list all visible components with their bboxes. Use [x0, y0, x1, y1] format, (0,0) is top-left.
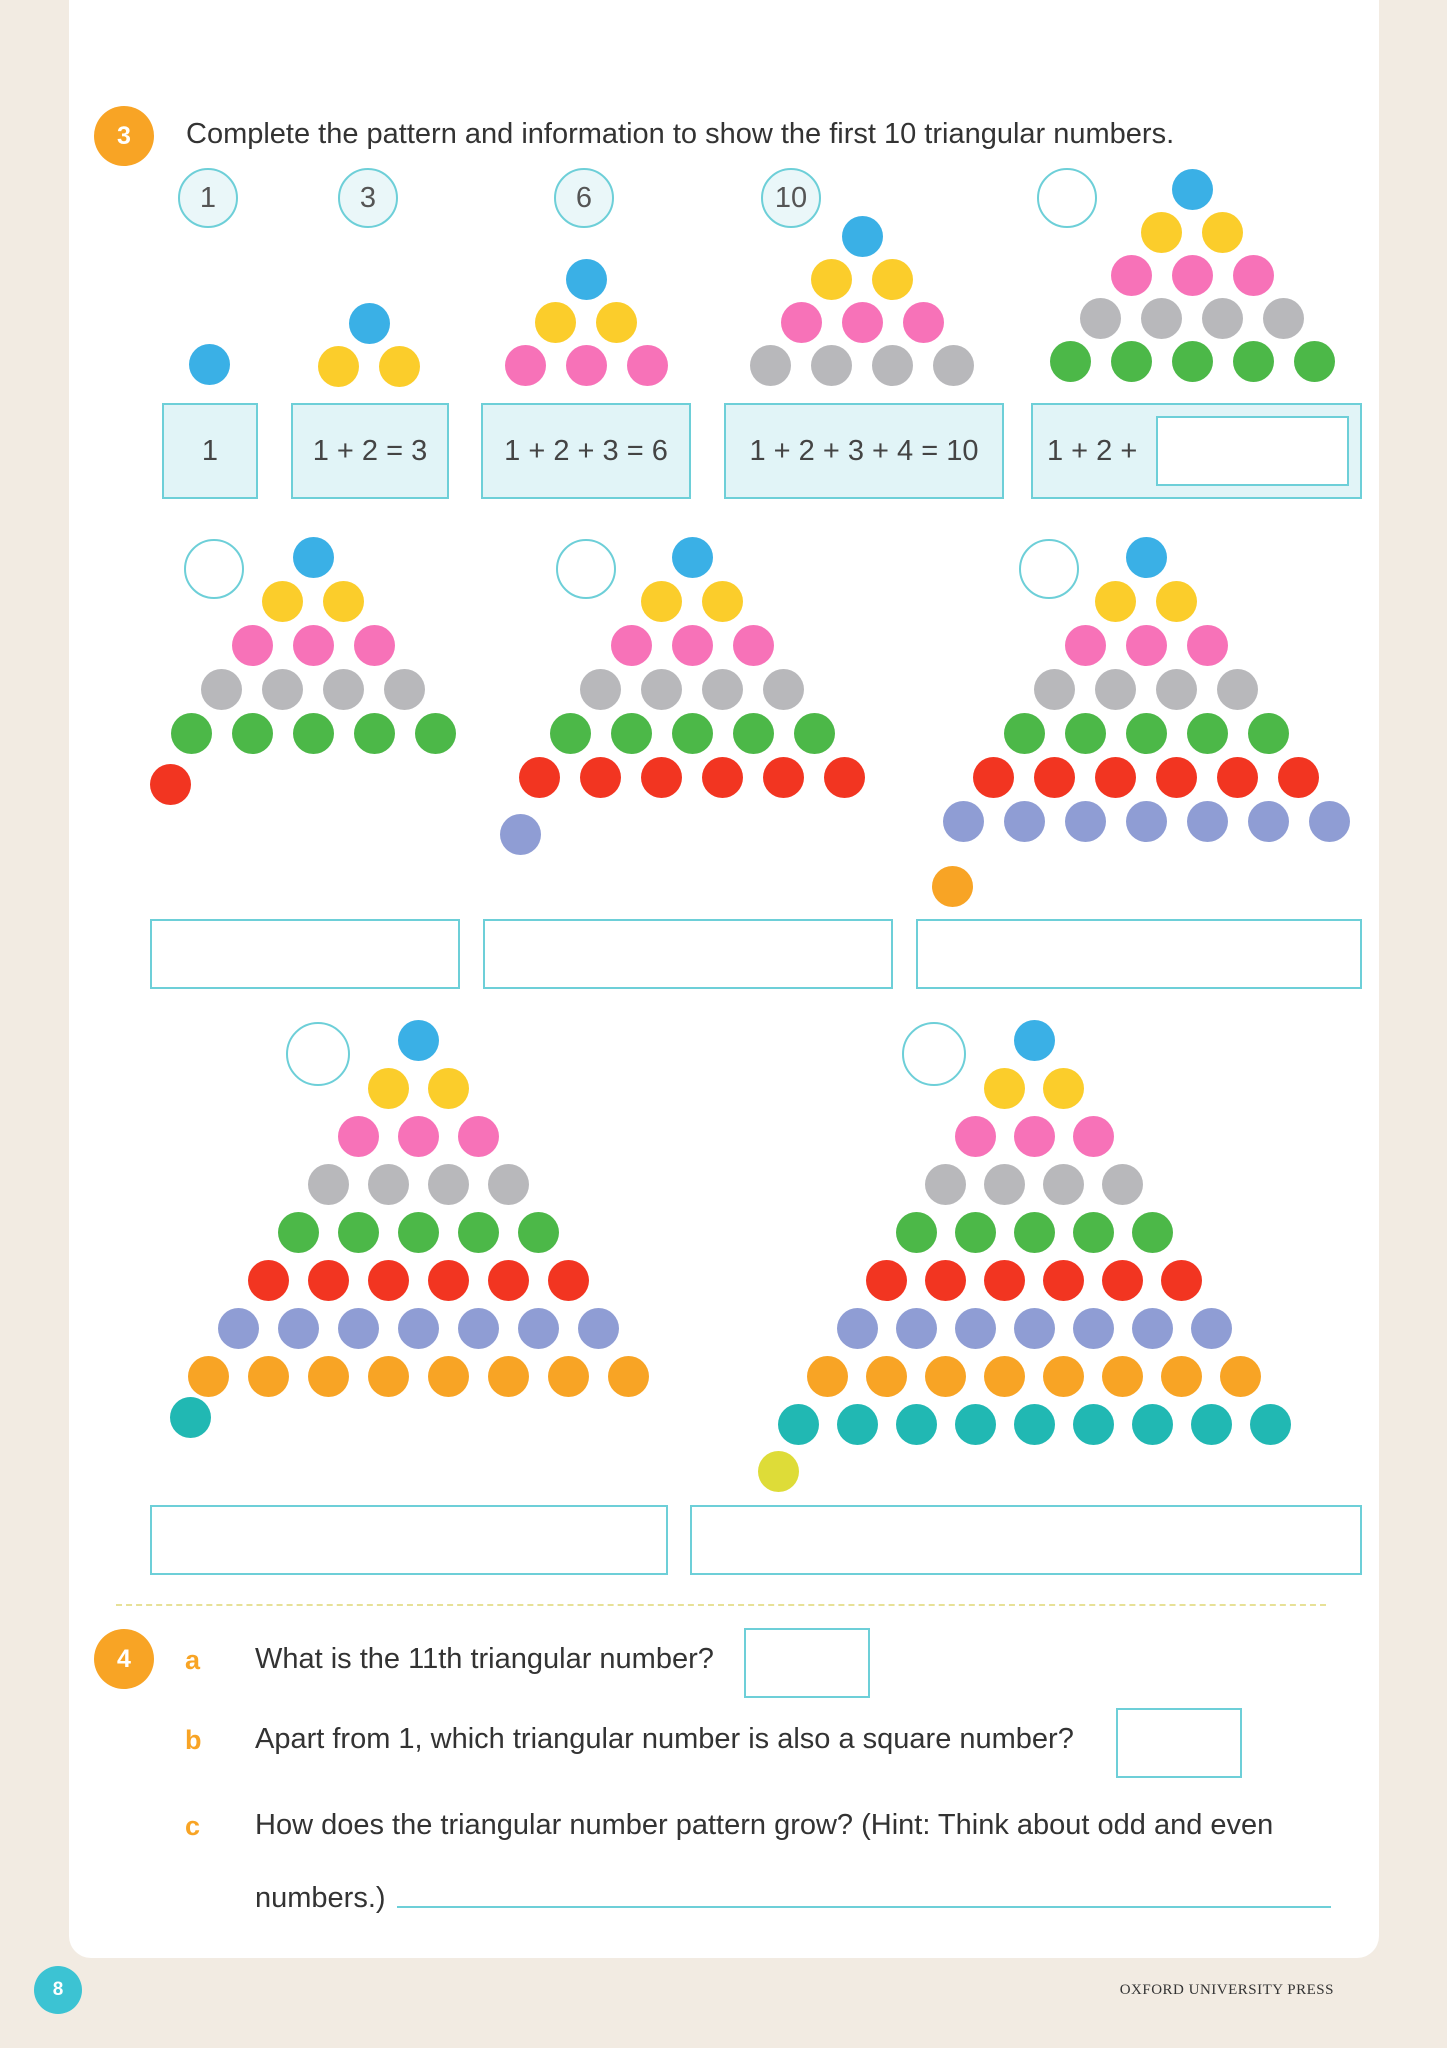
dot-pattern-8-row-6	[973, 757, 1014, 798]
dot-pattern-6-row-2	[262, 581, 303, 622]
dot-pattern-10-next-row-start	[758, 1451, 799, 1492]
section-divider	[116, 1604, 1326, 1606]
dot-pattern-5-row-5	[1050, 341, 1091, 382]
dot-pattern-5-row-4	[1141, 298, 1182, 339]
dot-pattern-8-row-6	[1156, 757, 1197, 798]
dot-pattern-8-row-3	[1065, 625, 1106, 666]
dot-pattern-7-row-2	[641, 581, 682, 622]
dot-pattern-8-row-4	[1156, 669, 1197, 710]
dot-pattern-10-row-6	[1161, 1260, 1202, 1301]
dot-pattern-8-row-6	[1095, 757, 1136, 798]
dot-pattern-7-row-6	[702, 757, 743, 798]
dot-pattern-8-row-5	[1004, 713, 1045, 754]
dot-pattern-8-row-4	[1095, 669, 1136, 710]
dot-pattern-10-row-3	[1073, 1116, 1114, 1157]
dot-pattern-10-row-8	[925, 1356, 966, 1397]
dot-pattern-7-row-6	[641, 757, 682, 798]
dot-pattern-10-row-9	[1132, 1404, 1173, 1445]
dot-pattern-4-row-4	[750, 345, 791, 386]
dot-pattern-9-row-8	[548, 1356, 589, 1397]
dot-pattern-8-row-3	[1126, 625, 1167, 666]
dot-pattern-10-row-6	[984, 1260, 1025, 1301]
dot-pattern-5-row-3	[1172, 255, 1213, 296]
dot-pattern-10-row-9	[1191, 1404, 1232, 1445]
page-number: 8	[34, 1966, 82, 2014]
question-4a-letter: a	[185, 1645, 201, 1675]
dot-pattern-8-row-5	[1248, 713, 1289, 754]
dot-pattern-6-row-4	[323, 669, 364, 710]
question-4b-answer-box[interactable]	[1116, 1708, 1242, 1778]
dot-pattern-5-row-3	[1233, 255, 1274, 296]
dot-pattern-9-row-5	[338, 1212, 379, 1253]
dot-pattern-5-row-5	[1294, 341, 1335, 382]
dot-pattern-10-row-4	[984, 1164, 1025, 1205]
dot-pattern-10-row-9	[1073, 1404, 1114, 1445]
dot-pattern-10-row-7	[955, 1308, 996, 1349]
dot-pattern-10-row-9	[896, 1404, 937, 1445]
dot-pattern-10-row-4	[1102, 1164, 1143, 1205]
dot-pattern-9-row-8	[188, 1356, 229, 1397]
dot-pattern-8-row-7	[1248, 801, 1289, 842]
dot-pattern-1-row-1	[189, 344, 230, 385]
dot-pattern-7-row-5	[550, 713, 591, 754]
dot-pattern-6-row-3	[354, 625, 395, 666]
dot-pattern-8-row-2	[1095, 581, 1136, 622]
dot-pattern-8-row-6	[1034, 757, 1075, 798]
dot-pattern-6-row-5	[171, 713, 212, 754]
dot-pattern-9-row-7	[218, 1308, 259, 1349]
dot-pattern-7-row-6	[824, 757, 865, 798]
dot-pattern-5-row-2	[1202, 212, 1243, 253]
dot-pattern-7-row-3	[733, 625, 774, 666]
dot-pattern-9-row-8	[308, 1356, 349, 1397]
dot-pattern-7-next-row-start	[500, 814, 541, 855]
dot-pattern-9-row-7	[458, 1308, 499, 1349]
dot-pattern-5-row-4	[1080, 298, 1121, 339]
dot-pattern-6-row-4	[201, 669, 242, 710]
question-4c-text-continued: numbers.)	[255, 1882, 386, 1914]
dot-pattern-4-row-2	[811, 259, 852, 300]
dot-pattern-7-row-4	[580, 669, 621, 710]
dot-pattern-9-row-7	[518, 1308, 559, 1349]
question-4a-answer-box[interactable]	[744, 1628, 870, 1698]
partial-equation: 1 + 2 +	[1047, 434, 1138, 467]
dot-pattern-3-row-1	[566, 259, 607, 300]
dot-pattern-9-row-5	[458, 1212, 499, 1253]
dot-pattern-8-row-5	[1187, 713, 1228, 754]
dot-pattern-9-row-6	[248, 1260, 289, 1301]
dot-pattern-6-row-5	[354, 713, 395, 754]
equation-answer-box-10[interactable]	[690, 1505, 1362, 1575]
equation-box-2: 1 + 2 = 3	[291, 403, 449, 499]
dot-pattern-8-row-4	[1034, 669, 1075, 710]
publisher-name: OXFORD UNIVERSITY PRESS	[1119, 1982, 1334, 1998]
dot-pattern-10-row-5	[1014, 1212, 1055, 1253]
dot-pattern-3-row-3	[566, 345, 607, 386]
dot-pattern-10-row-3	[955, 1116, 996, 1157]
dot-pattern-7-row-3	[672, 625, 713, 666]
dot-pattern-5-row-5	[1172, 341, 1213, 382]
dot-pattern-8-row-3	[1187, 625, 1228, 666]
dot-pattern-6-row-3	[293, 625, 334, 666]
dot-pattern-7-row-5	[733, 713, 774, 754]
dot-pattern-10-row-4	[1043, 1164, 1084, 1205]
dot-pattern-8-row-5	[1065, 713, 1106, 754]
dot-pattern-8-row-7	[1065, 801, 1106, 842]
dot-pattern-6-row-3	[232, 625, 273, 666]
dot-pattern-5-row-5	[1111, 341, 1152, 382]
dot-pattern-10-row-8	[984, 1356, 1025, 1397]
dot-pattern-4-row-2	[872, 259, 913, 300]
dot-pattern-5-row-1	[1172, 169, 1213, 210]
dot-pattern-4-row-4	[811, 345, 852, 386]
dot-pattern-10-row-9	[1014, 1404, 1055, 1445]
triangular-number-circle-1: 1	[178, 168, 238, 228]
dot-pattern-6-row-1	[293, 537, 334, 578]
dot-pattern-7-row-2	[702, 581, 743, 622]
dot-pattern-6-row-5	[293, 713, 334, 754]
question-3-text: Complete the pattern and information to show the first 10 triangular numbers.	[186, 118, 1175, 150]
dot-pattern-9-row-8	[488, 1356, 529, 1397]
dot-pattern-6-row-4	[384, 669, 425, 710]
dot-pattern-9-row-7	[578, 1308, 619, 1349]
dot-pattern-6-row-5	[232, 713, 273, 754]
dot-pattern-8-row-6	[1278, 757, 1319, 798]
dot-pattern-10-row-9	[955, 1404, 996, 1445]
dot-pattern-9-row-8	[428, 1356, 469, 1397]
dot-pattern-7-row-6	[763, 757, 804, 798]
triangular-number-circle-2: 3	[338, 168, 398, 228]
dot-pattern-10-row-8	[1043, 1356, 1084, 1397]
dot-pattern-10-row-5	[1073, 1212, 1114, 1253]
dot-pattern-6-row-4	[262, 669, 303, 710]
dot-pattern-10-row-5	[955, 1212, 996, 1253]
dot-pattern-10-row-8	[807, 1356, 848, 1397]
dot-pattern-9-row-8	[368, 1356, 409, 1397]
dot-pattern-10-row-8	[1161, 1356, 1202, 1397]
dot-pattern-10-row-7	[896, 1308, 937, 1349]
dot-pattern-8-row-5	[1126, 713, 1167, 754]
dot-pattern-9-row-2	[428, 1068, 469, 1109]
dot-pattern-3-row-2	[596, 302, 637, 343]
question-4-badge: 4	[94, 1629, 154, 1689]
dot-pattern-10-row-9	[837, 1404, 878, 1445]
dot-pattern-10-row-6	[1043, 1260, 1084, 1301]
dot-pattern-10-row-7	[1191, 1308, 1232, 1349]
dot-pattern-10-row-8	[1102, 1356, 1143, 1397]
dot-pattern-7-row-4	[702, 669, 743, 710]
dot-pattern-9-row-8	[248, 1356, 289, 1397]
dot-pattern-9-row-7	[398, 1308, 439, 1349]
dot-pattern-10-row-7	[1132, 1308, 1173, 1349]
triangular-number-answer-circle-10[interactable]	[902, 1022, 966, 1086]
dot-pattern-5-row-5	[1233, 341, 1274, 382]
dot-pattern-9-row-5	[398, 1212, 439, 1253]
dot-pattern-5-row-2	[1141, 212, 1182, 253]
dot-pattern-9-row-6	[308, 1260, 349, 1301]
dot-pattern-4-row-3	[903, 302, 944, 343]
equation-box-4: 1 + 2 + 3 + 4 = 10	[724, 403, 1004, 499]
dot-pattern-10-row-7	[1073, 1308, 1114, 1349]
question-3-badge: 3	[94, 106, 154, 166]
dot-pattern-3-row-3	[627, 345, 668, 386]
dot-pattern-8-row-7	[1126, 801, 1167, 842]
question-4c-answer-line[interactable]	[397, 1906, 1331, 1908]
dot-pattern-9-row-3	[458, 1116, 499, 1157]
dot-pattern-3-row-2	[535, 302, 576, 343]
triangular-number-circle-4: 10	[761, 168, 821, 228]
dot-pattern-2-row-2	[379, 346, 420, 387]
dot-pattern-8-row-7	[1004, 801, 1045, 842]
equation-answer-box-5[interactable]	[1156, 416, 1349, 486]
dot-pattern-8-row-7	[1309, 801, 1350, 842]
dot-pattern-8-row-6	[1217, 757, 1258, 798]
dot-pattern-7-row-1	[672, 537, 713, 578]
dot-pattern-9-row-5	[278, 1212, 319, 1253]
dot-pattern-2-row-1	[349, 303, 390, 344]
dot-pattern-6-row-2	[323, 581, 364, 622]
dot-pattern-9-row-4	[368, 1164, 409, 1205]
triangular-number-answer-circle-7[interactable]	[556, 539, 616, 599]
dot-pattern-9-row-6	[428, 1260, 469, 1301]
equation-box-3: 1 + 2 + 3 = 6	[481, 403, 691, 499]
dot-pattern-9-next-row-start	[170, 1397, 211, 1438]
dot-pattern-4-row-1	[842, 216, 883, 257]
dot-pattern-5-row-4	[1202, 298, 1243, 339]
dot-pattern-9-row-6	[548, 1260, 589, 1301]
dot-pattern-7-row-5	[672, 713, 713, 754]
dot-pattern-7-row-4	[641, 669, 682, 710]
dot-pattern-4-row-3	[781, 302, 822, 343]
dot-pattern-2-row-2	[318, 346, 359, 387]
dot-pattern-9-row-4	[488, 1164, 529, 1205]
dot-pattern-7-row-5	[794, 713, 835, 754]
dot-pattern-10-row-9	[1250, 1404, 1291, 1445]
dot-pattern-8-row-2	[1156, 581, 1197, 622]
dot-pattern-10-row-2	[1043, 1068, 1084, 1109]
dot-pattern-9-row-7	[338, 1308, 379, 1349]
dot-pattern-10-row-3	[1014, 1116, 1055, 1157]
triangular-number-answer-circle-8[interactable]	[1019, 539, 1079, 599]
dot-pattern-10-row-5	[1132, 1212, 1173, 1253]
dot-pattern-7-row-4	[763, 669, 804, 710]
dot-pattern-10-row-7	[837, 1308, 878, 1349]
dot-pattern-7-row-3	[611, 625, 652, 666]
dot-pattern-8-row-7	[943, 801, 984, 842]
question-4a-text: What is the 11th triangular number?	[255, 1643, 714, 1675]
dot-pattern-4-row-4	[872, 345, 913, 386]
question-4c-letter: c	[185, 1811, 201, 1841]
dot-pattern-4-row-4	[933, 345, 974, 386]
dot-pattern-10-row-8	[1220, 1356, 1261, 1397]
question-4b-text: Apart from 1, which triangular number is also a square number?	[255, 1723, 1074, 1755]
dot-pattern-10-row-6	[925, 1260, 966, 1301]
triangular-number-answer-circle-5[interactable]	[1037, 168, 1097, 228]
dot-pattern-9-row-8	[608, 1356, 649, 1397]
dot-pattern-6-row-5	[415, 713, 456, 754]
dot-pattern-9-row-5	[518, 1212, 559, 1253]
dot-pattern-5-row-4	[1263, 298, 1304, 339]
triangular-number-answer-circle-9[interactable]	[286, 1022, 350, 1086]
dot-pattern-9-row-7	[278, 1308, 319, 1349]
dot-pattern-9-row-6	[368, 1260, 409, 1301]
dot-pattern-10-row-7	[1014, 1308, 1055, 1349]
dot-pattern-5-row-3	[1111, 255, 1152, 296]
dot-pattern-9-row-4	[428, 1164, 469, 1205]
dot-pattern-10-row-6	[866, 1260, 907, 1301]
dot-pattern-4-row-3	[842, 302, 883, 343]
equation-answer-box-7[interactable]	[483, 919, 893, 989]
dot-pattern-7-row-6	[519, 757, 560, 798]
triangular-number-answer-circle-6[interactable]	[184, 539, 244, 599]
triangular-number-circle-3: 6	[554, 168, 614, 228]
dot-pattern-7-row-5	[611, 713, 652, 754]
dot-pattern-10-row-2	[984, 1068, 1025, 1109]
dot-pattern-6-next-row-start	[150, 764, 191, 805]
dot-pattern-7-row-6	[580, 757, 621, 798]
dot-pattern-9-row-3	[398, 1116, 439, 1157]
dot-pattern-10-row-9	[778, 1404, 819, 1445]
dot-pattern-10-row-8	[866, 1356, 907, 1397]
dot-pattern-9-row-6	[488, 1260, 529, 1301]
dot-pattern-10-row-1	[1014, 1020, 1055, 1061]
dot-pattern-3-row-3	[505, 345, 546, 386]
dot-pattern-9-row-4	[308, 1164, 349, 1205]
equation-box-1: 1	[162, 403, 258, 499]
dot-pattern-8-row-7	[1187, 801, 1228, 842]
dot-pattern-8-row-1	[1126, 537, 1167, 578]
equation-answer-box-6[interactable]	[150, 919, 460, 989]
equation-answer-box-9[interactable]	[150, 1505, 668, 1575]
question-4b-letter: b	[185, 1725, 202, 1755]
dot-pattern-10-row-5	[896, 1212, 937, 1253]
question-4c-text: How does the triangular number pattern grow? (Hint: Think about odd and even	[255, 1809, 1274, 1841]
dot-pattern-9-row-1	[398, 1020, 439, 1061]
dot-pattern-9-row-2	[368, 1068, 409, 1109]
equation-answer-box-8[interactable]	[916, 919, 1362, 989]
dot-pattern-8-row-4	[1217, 669, 1258, 710]
dot-pattern-8-next-row-start	[932, 866, 973, 907]
dot-pattern-10-row-6	[1102, 1260, 1143, 1301]
dot-pattern-9-row-3	[338, 1116, 379, 1157]
dot-pattern-10-row-4	[925, 1164, 966, 1205]
